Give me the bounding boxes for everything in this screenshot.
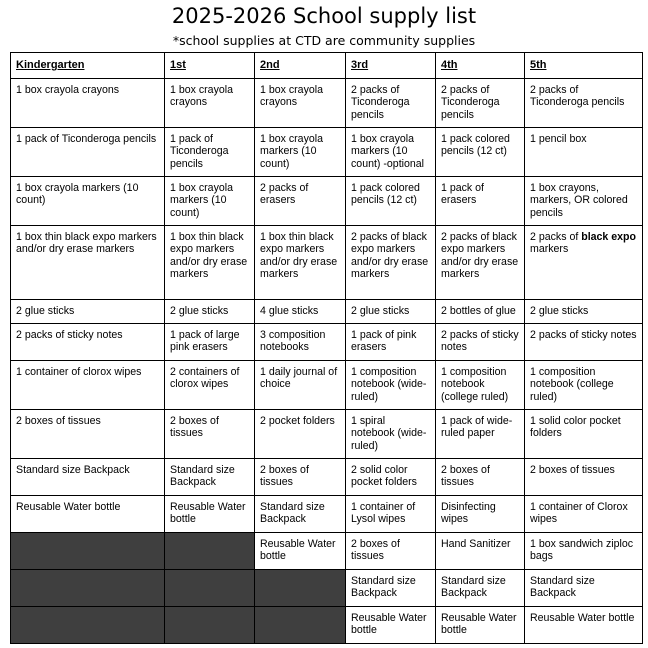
supply-cell: Standard size Backpack: [165, 459, 255, 496]
supply-cell: Standard size Backpack: [11, 459, 165, 496]
supply-cell: Standard size Backpack: [255, 496, 346, 533]
supply-cell: Reusable Water bottle: [525, 607, 643, 644]
supply-cell: 1 pack of Ticonderoga pencils: [165, 128, 255, 177]
supply-cell: Standard size Backpack: [346, 570, 436, 607]
table-row: [11, 459, 643, 496]
supply-cell: 2 packs of sticky notes: [525, 324, 643, 361]
table-row: [11, 607, 643, 644]
table-row: [11, 300, 643, 324]
supply-cell: 2 packs of erasers: [255, 177, 346, 226]
blank-cell: [255, 570, 346, 607]
supply-table: [10, 52, 643, 644]
table-row: [11, 533, 643, 570]
supply-cell: 3 composition notebooks: [255, 324, 346, 361]
supply-cell: 1 pack of pink erasers: [346, 324, 436, 361]
supply-cell: 2 boxes of tissues: [255, 459, 346, 496]
supply-cell: 2 glue sticks: [165, 300, 255, 324]
table-row: [11, 177, 643, 226]
supply-cell: Standard size Backpack: [525, 570, 643, 607]
grade-header: 1st: [165, 53, 255, 79]
supply-cell: 1 daily journal of choice: [255, 361, 346, 410]
grade-header: 2nd: [255, 53, 346, 79]
supply-cell: 1 composition notebook (college ruled): [525, 361, 643, 410]
table-row: [11, 410, 643, 459]
supply-cell: 2 packs of black expo markers and/or dry erase markers: [436, 226, 525, 300]
supply-cell: 1 solid color pocket folders: [525, 410, 643, 459]
supply-cell: 1 box crayola markers (10 count): [11, 177, 165, 226]
table-row: [11, 496, 643, 533]
supply-cell: Reusable Water bottle: [11, 496, 165, 533]
supply-cell: Hand Sanitizer: [436, 533, 525, 570]
grade-header: 3rd: [346, 53, 436, 79]
table-row: [11, 324, 643, 361]
supply-text: markers: [530, 243, 569, 256]
grade-header: 5th: [525, 53, 643, 79]
supply-cell: 2 boxes of tissues: [165, 410, 255, 459]
supply-cell: 2 glue sticks: [346, 300, 436, 324]
blank-cell: [11, 533, 165, 570]
blank-cell: [165, 607, 255, 644]
supply-cell: 2 glue sticks: [525, 300, 643, 324]
table-row: [11, 570, 643, 607]
supply-cell: 1 box crayola crayons: [255, 79, 346, 128]
page-subtitle: *school supplies at CTD are community supplies: [172, 33, 476, 48]
supply-cell: 2 packs of Ticonderoga pencils: [436, 79, 525, 128]
supply-cell: Reusable Water bottle: [165, 496, 255, 533]
supply-cell: 1 box crayola crayons: [11, 79, 165, 128]
supply-cell: 2 packs of sticky notes: [436, 324, 525, 361]
supply-cell: 2 boxes of tissues: [436, 459, 525, 496]
supply-cell: 1 pack of large pink erasers: [165, 324, 255, 361]
blank-cell: [255, 607, 346, 644]
supply-cell: 1 pack colored pencils (12 ct): [436, 128, 525, 177]
emphasis-text: black expo: [581, 231, 636, 243]
supply-cell: 2 glue sticks: [11, 300, 165, 324]
supply-cell: 1 container of Lysol wipes: [346, 496, 436, 533]
supply-cell: 1 box crayons, markers, OR colored pencils: [525, 177, 643, 226]
supply-cell-rich: [525, 226, 643, 300]
supply-cell: 1 box thin black expo markers and/or dry erase markers: [255, 226, 346, 300]
supply-cell: 2 boxes of tissues: [11, 410, 165, 459]
blank-cell: [11, 570, 165, 607]
supply-cell: 1 box crayola crayons: [165, 79, 255, 128]
supply-cell: 1 box sandwich ziploc bags: [525, 533, 643, 570]
supply-cell: 2 bottles of glue: [436, 300, 525, 324]
table-row: [11, 226, 643, 300]
supply-cell: 2 boxes of tissues: [525, 459, 643, 496]
supply-cell: 1 pack of Ticonderoga pencils: [11, 128, 165, 177]
supply-cell: 1 container of Clorox wipes: [525, 496, 643, 533]
supply-cell: Disinfecting wipes: [436, 496, 525, 533]
table-row: [11, 128, 643, 177]
supply-cell: 2 pocket folders: [255, 410, 346, 459]
supply-cell: 2 containers of clorox wipes: [165, 361, 255, 410]
grade-header: 4th: [436, 53, 525, 79]
supply-cell: 2 packs of Ticonderoga pencils: [525, 79, 643, 128]
supply-cell: 1 box crayola markers (10 count): [255, 128, 346, 177]
supply-cell: 1 box thin black expo markers and/or dry erase markers: [11, 226, 165, 300]
supply-cell: Reusable Water bottle: [346, 607, 436, 644]
supply-cell: 1 spiral notebook (wide-ruled): [346, 410, 436, 459]
table-row: [11, 361, 643, 410]
supply-cell: 1 pack of erasers: [436, 177, 525, 226]
supply-cell: 2 packs of Ticonderoga pencils: [346, 79, 436, 128]
supply-cell: 1 composition notebook (college ruled): [436, 361, 525, 410]
blank-cell: [11, 607, 165, 644]
supply-cell: 1 box crayola markers (10 count): [165, 177, 255, 226]
supply-cell: 2 boxes of tissues: [346, 533, 436, 570]
page-title: 2025-2026 School supply list: [171, 4, 477, 28]
supply-cell: 4 glue sticks: [255, 300, 346, 324]
supply-cell: 1 box thin black expo markers and/or dry erase markers: [165, 226, 255, 300]
grade-header: Kindergarten: [11, 53, 165, 79]
supply-cell: Reusable Water bottle: [255, 533, 346, 570]
supply-cell: 1 pencil box: [525, 128, 643, 177]
supply-cell: 1 pack colored pencils (12 ct): [346, 177, 436, 226]
blank-cell: [165, 570, 255, 607]
supply-cell: 2 solid color pocket folders: [346, 459, 436, 496]
supply-cell: Reusable Water bottle: [436, 607, 525, 644]
supply-cell: 2 packs of black expo markers and/or dry erase markers: [346, 226, 436, 300]
supply-cell: Standard size Backpack: [436, 570, 525, 607]
supply-cell: 1 container of clorox wipes: [11, 361, 165, 410]
supply-cell: 2 packs of sticky notes: [11, 324, 165, 361]
supply-cell: 1 composition notebook (wide-ruled): [346, 361, 436, 410]
supply-cell: 1 box crayola markers (10 count) -optional: [346, 128, 436, 177]
table-row: [11, 79, 643, 128]
supply-cell: 1 pack of wide-ruled paper: [436, 410, 525, 459]
supply-text: 2 packs of: [530, 231, 582, 243]
blank-cell: [165, 533, 255, 570]
header-row: [11, 53, 643, 79]
